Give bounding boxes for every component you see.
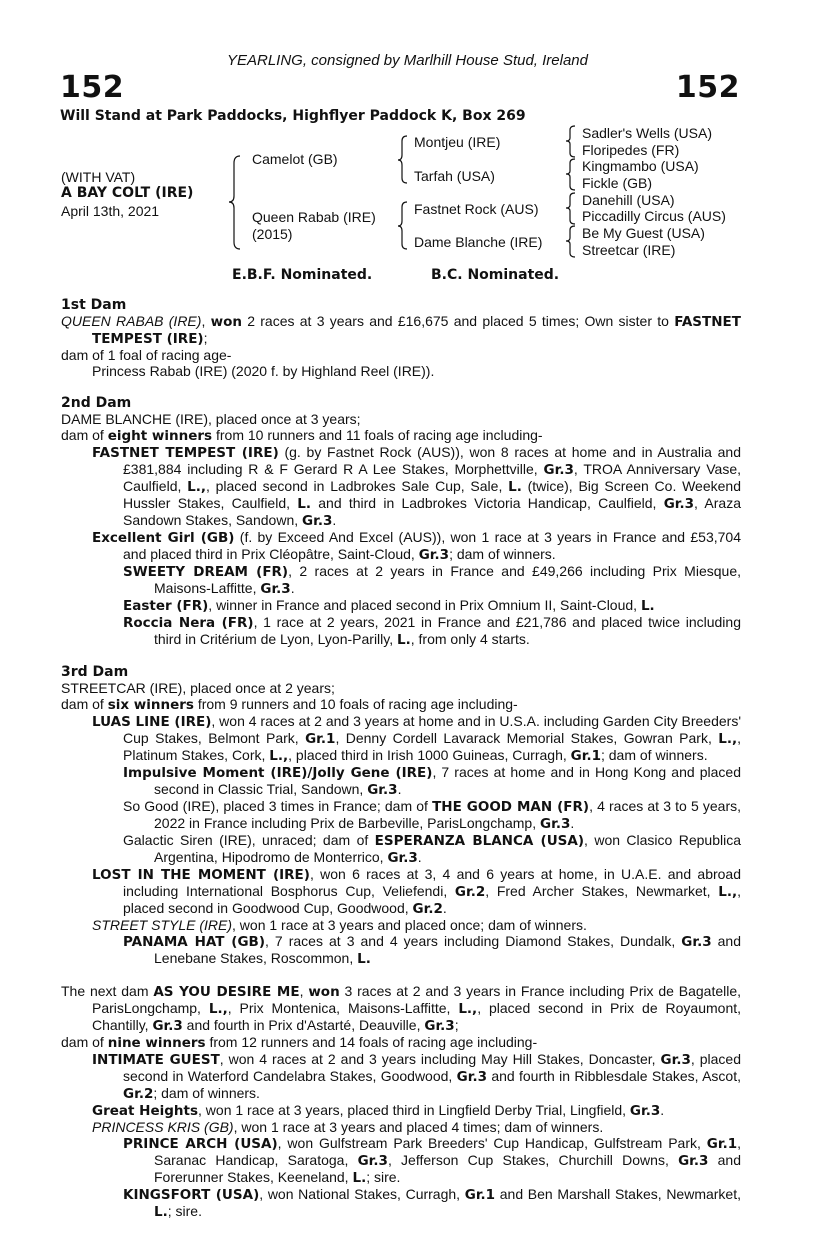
entry-sweety-dream: SWEETY DREAM (FR), 2 races at 2 years in France and £49,266 including Prix Miesque, Maisons-Laffitte, Gr.3. — [123, 563, 741, 597]
third-dam-record: STREETCAR (IRE), placed once at 2 years; — [61, 680, 335, 696]
entry-roccia-nera: Roccia Nera (FR), 1 race at 2 years, 2021 in France and £21,786 and placed twice including third in Critérium de Lyon, Lyon-Parilly, L., from only 4 starts. — [123, 614, 741, 648]
entry-prince-arch: PRINCE ARCH (USA), won Gulfstream Park Breeders' Cup Handicap, Gulfstream Park, Gr.1, Saranac Handicap, Saratoga, Gr.3, Jefferson Cup Stakes, Churchill Downs, Gr.3 and Forerunner Stakes, Keeneland, L.; sire. — [123, 1135, 741, 1186]
ancestor-7: Be My Guest (USA) — [582, 225, 705, 241]
entry-easter: Easter (FR), winner in France and placed second in Prix Omnium II, Saint-Cloud, L. — [123, 597, 655, 614]
sire-sire: Montjeu (IRE) — [414, 134, 501, 150]
dam-sire: Fastnet Rock (AUS) — [414, 201, 539, 217]
next-dam-record: The next dam AS YOU DESIRE ME, won 3 races at 2 and 3 years in France including Prix de Bagatelle, ParisLongchamp, L.,, Prix Montenica, Maisons-Laffitte, L.,, placed second in Prix de Royaumont, Chantilly, Gr.3 and fourth in Prix d'Astarté, Deauville, Gr.3; — [61, 983, 742, 1034]
ebf-nomination: E.B.F. Nominated. — [232, 267, 373, 283]
entry-lost-in-the-moment: LOST IN THE MOMENT (IRE), won 6 races at 3, 4 and 6 years at home, in U.A.E. and abroad including International Bosphorus Cup, Veliefendi, Gr.2, Fred Archer Stakes, Newmarket, L.,, placed second in Goodwood Cup, Goodwood, Gr.2. — [92, 866, 741, 917]
third-dam-heading: 3rd Dam — [61, 664, 129, 680]
first-dam-foal-1: Princess Rabab (IRE) (2020 f. by Highland Reel (IRE)). — [92, 363, 435, 379]
second-dam-record: DAME BLANCHE (IRE), placed once at 3 years; — [61, 411, 361, 427]
entry-kingsfort: KINGSFORT (USA), won National Stakes, Curragh, Gr.1 and Ben Marshall Stakes, Newmarket, L.; sire. — [123, 1186, 741, 1220]
dam: Queen Rabab (IRE) — [252, 209, 376, 225]
pedigree-brace-g2 — [565, 158, 577, 191]
entry-so-good: So Good (IRE), placed 3 times in France; dam of THE GOOD MAN (FR), 4 races at 3 to 5 years, 2022 in France including Prix de Barbeville, ParisLongchamp, Gr.3. — [123, 798, 742, 832]
entry-great-heights: Great Heights, won 1 race at 3 years, placed third in Lingfield Derby Trial, Lingfield, Gr.3. — [92, 1102, 665, 1119]
third-dam-produce: dam of six winners from 9 runners and 10 foals of racing age including- — [61, 696, 518, 713]
lot-number-right: 152 — [675, 70, 740, 105]
second-dam-produce: dam of eight winners from 10 runners and 11 foals of racing age including- — [61, 427, 543, 444]
lot-number-left: 152 — [60, 70, 125, 105]
entry-impulsive-moment: Impulsive Moment (IRE)/Jolly Gene (IRE), 7 races at home and in Hong Kong and placed second in Classic Trial, Sandown, Gr.3. — [123, 764, 741, 798]
dam-year: (2015) — [252, 226, 293, 242]
horse-name: A BAY COLT (IRE) — [61, 185, 194, 201]
sire-dam: Tarfah (USA) — [414, 168, 495, 184]
first-dam-record: QUEEN RABAB (IRE), won 2 races at 3 years and £16,675 and placed 5 times; Own sister to FASTNET TEMPEST (IRE); — [61, 313, 741, 347]
pedigree-brace-g3 — [565, 192, 577, 225]
ancestor-6: Piccadilly Circus (AUS) — [582, 208, 726, 224]
ancestor-1: Sadler's Wells (USA) — [582, 125, 712, 141]
vat-note: (WITH VAT) — [61, 169, 136, 185]
entry-galactic-siren: Galactic Siren (IRE), unraced; dam of ESPERANZA BLANCA (USA), won Clasico Republica Argentina, Hipodromo de Monterrico, Gr.3. — [123, 832, 742, 866]
pedigree-brace-sire — [397, 135, 409, 185]
second-dam-heading: 2nd Dam — [61, 395, 132, 411]
pedigree-brace-g1 — [565, 125, 577, 158]
ancestor-4: Fickle (GB) — [582, 175, 652, 191]
entry-street-style: STREET STYLE (IRE), won 1 race at 3 years and placed once; dam of winners. — [92, 917, 587, 933]
ancestor-8: Streetcar (IRE) — [582, 242, 676, 258]
sire: Camelot (GB) — [252, 151, 338, 167]
ancestor-3: Kingmambo (USA) — [582, 158, 699, 174]
consignment-line: YEARLING, consigned by Marlhill House Stud, Ireland — [226, 52, 588, 69]
foaling-date: April 13th, 2021 — [61, 203, 160, 219]
first-dam-foals: dam of 1 foal of racing age- — [61, 347, 232, 363]
entry-fastnet-tempest: FASTNET TEMPEST (IRE) (g. by Fastnet Rock (AUS)), won 8 races at home and in Australia and £381,884 including R & F Gerard R A Lee Stakes, Morphettville, Gr.3, TROA Anniversary Vase, Caulfield, L.,, placed second in Ladbrokes Sale Cup, Sale, L. (twice), Big Screen Co. Weekend Hussler Stakes, Caulfield, L. and third in Ladbrokes Victoria Handicap, Caulfield, Gr.3, Araza Sandown Stakes, Sandown, Gr.3. — [92, 444, 742, 529]
first-dam-heading: 1st Dam — [61, 297, 127, 313]
next-dam-produce: dam of nine winners from 12 runners and 14 foals of racing age including- — [61, 1034, 538, 1051]
entry-princess-kris: PRINCESS KRIS (GB), won 1 race at 3 years and placed 4 times; dam of winners. — [92, 1119, 604, 1135]
entry-intimate-guest: INTIMATE GUEST, won 4 races at 2 and 3 years including May Hill Stakes, Doncaster, Gr.3, placed second in Waterford Candelabra Stakes, Goodwood, Gr.3 and fourth in Ribblesdale Stakes, Ascot, Gr.2; dam of winners. — [92, 1051, 741, 1102]
entry-luas-line: LUAS LINE (IRE), won 4 races at 2 and 3 years at home and in U.S.A. including Garden City Breeders' Cup Stakes, Belmont Park, Gr.1, Denny Cordell Lavarack Memorial Stakes, Gowran Park, L.,, Platinum Stakes, Cork, L.,, placed third in Irish 1000 Guineas, Curragh, Gr.1; dam of winners. — [92, 713, 742, 764]
pedigree-brace-g4 — [565, 225, 577, 258]
dam-dam: Dame Blanche (IRE) — [414, 234, 543, 250]
pedigree-brace-dam — [397, 201, 409, 251]
entry-panama-hat: PANAMA HAT (GB), 7 races at 3 and 4 years including Diamond Stakes, Dundalk, Gr.3 and Lenebane Stakes, Roscommon, L. — [123, 933, 741, 967]
pedigree-brace-main — [228, 155, 242, 250]
stand-location: Will Stand at Park Paddocks, Highflyer Paddock K, Box 269 — [60, 108, 526, 124]
catalogue-text — [61, 297, 741, 1220]
ancestor-5: Danehill (USA) — [582, 192, 675, 208]
entry-excellent-girl: Excellent Girl (GB) (f. by Exceed And Excel (AUS)), won 1 race at 3 years in France and £53,704 and placed third in Prix Cléopâtre, Saint-Cloud, Gr.3; dam of winners. — [92, 529, 741, 563]
bc-nomination: B.C. Nominated. — [431, 267, 560, 283]
ancestor-2: Floripedes (FR) — [582, 142, 680, 158]
